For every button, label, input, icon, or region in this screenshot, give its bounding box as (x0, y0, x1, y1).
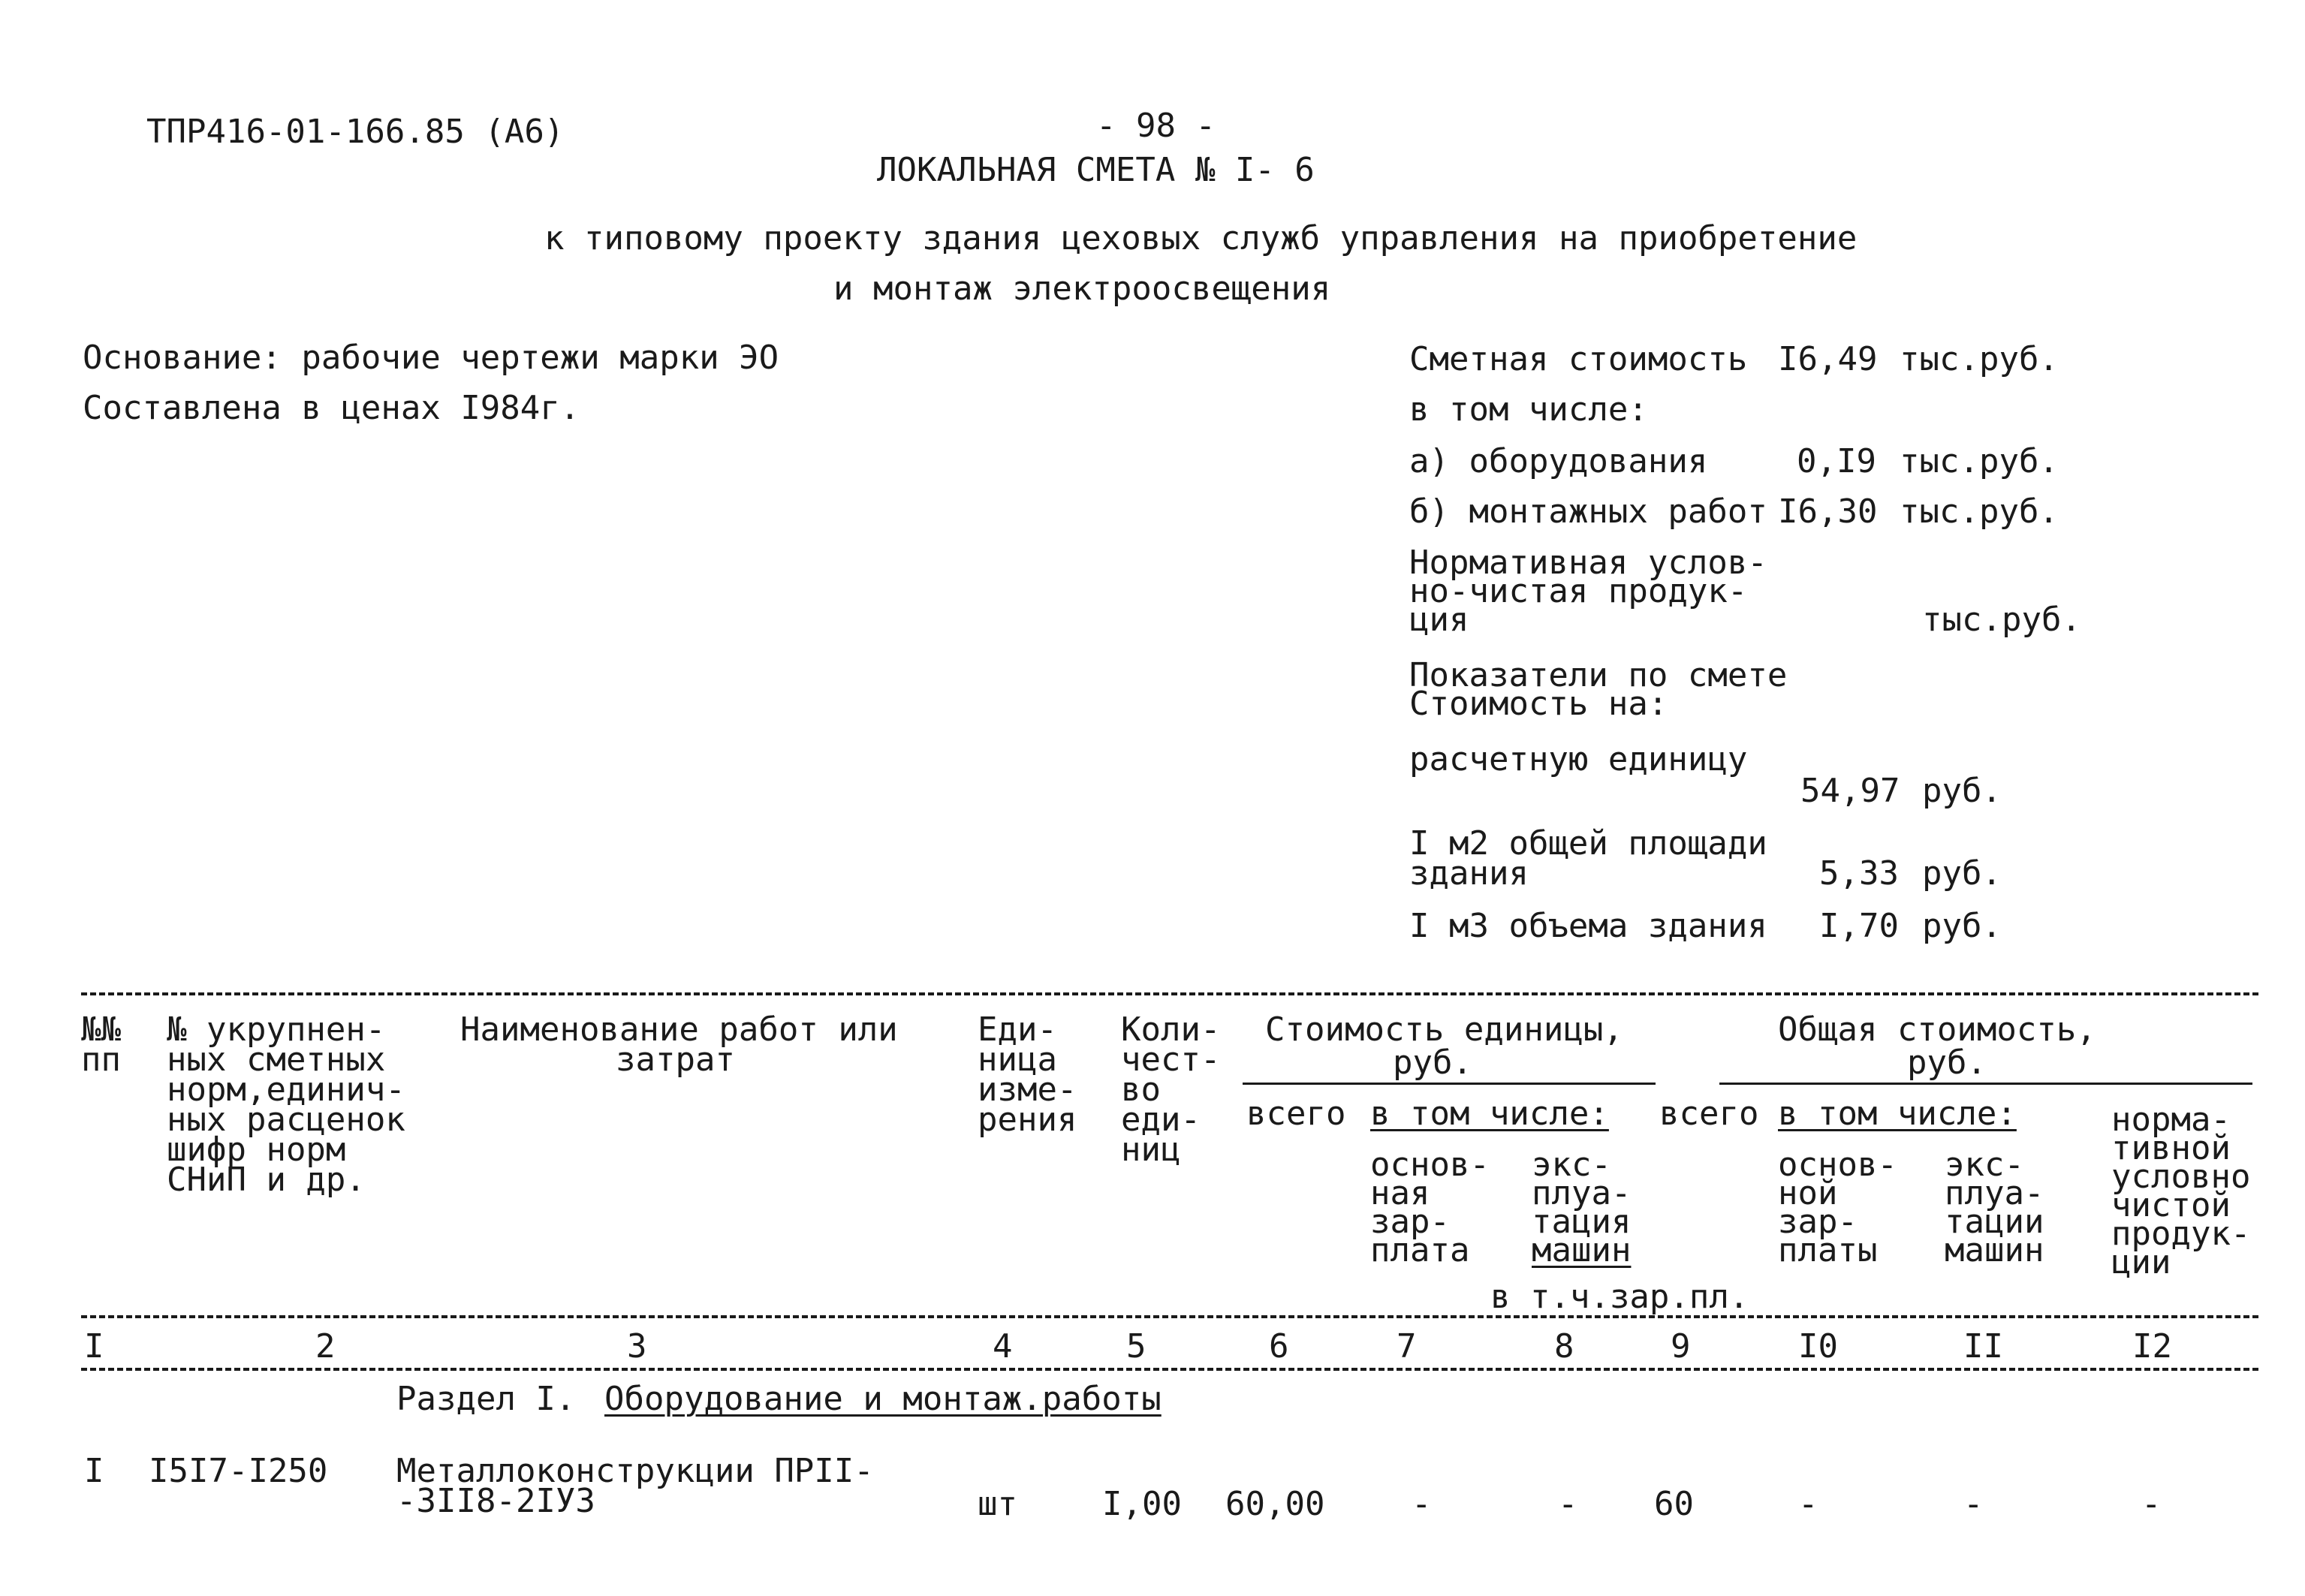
unit-label: тыс.руб. (1922, 601, 2081, 639)
document-subtitle-line1: к типовому проекту здания цеховых служб управления на приобретение (544, 219, 1858, 257)
header-incl-10-11: в том числе: (1778, 1095, 2017, 1133)
unit-label: тыс.руб. (1900, 492, 2059, 531)
header-col12-line4: чистой (2111, 1186, 2231, 1224)
header-col3-line2: затрат (616, 1040, 735, 1079)
row-normative: - (2141, 1485, 2162, 1523)
header-col7-line4: плата (1370, 1231, 1470, 1269)
header-col7-line2: ная (1370, 1174, 1430, 1212)
header-col2-line1: № укрупнен- (167, 1010, 386, 1049)
header-col11-line2: плуа- (1945, 1174, 2044, 1212)
header-total-cost-line2: руб. (1907, 1043, 1987, 1082)
header-unit-cost-line2: руб. (1393, 1043, 1472, 1082)
header-col10-line4: платы (1778, 1231, 1878, 1269)
column-number: 2 (315, 1327, 336, 1366)
unit-label: тыс.руб. (1900, 442, 2059, 480)
section-title: Оборудование и монтаж.работы (604, 1380, 1162, 1418)
column-number: II (1963, 1327, 2003, 1366)
column-number: 5 (1126, 1327, 1146, 1366)
normative-label-line3: ция (1409, 601, 1469, 639)
header-col9: всего (1659, 1095, 1759, 1133)
row-total: 60 (1654, 1485, 1694, 1523)
header-col12-line6: ции (2111, 1243, 2171, 1281)
section-prefix: Раздел I. (396, 1380, 576, 1418)
header-col10-line3: зар- (1778, 1203, 1858, 1241)
header-col5-line4: еди- (1121, 1101, 1201, 1139)
header-unit-cost-line1: Стоимость единицы, (1265, 1010, 1623, 1049)
equipment-label: а) оборудования (1409, 442, 1708, 480)
page-number: - 98 - (1096, 107, 1216, 145)
including-label: в том числе: (1409, 390, 1648, 429)
unit-label: тыс.руб. (1900, 340, 2059, 378)
header-col11-line3: тации (1945, 1203, 2044, 1241)
per-m2-label-line1: I м2 общей площади (1409, 824, 1767, 863)
column-number: 8 (1554, 1327, 1574, 1366)
header-col10-line2: ной (1778, 1174, 1838, 1212)
header-col12-line5: продук- (2111, 1215, 2251, 1253)
header-col5-line2: чест- (1121, 1040, 1221, 1079)
header-total-cost-line1: Общая стоимость, (1778, 1010, 2096, 1049)
header-col2-line6: СНиП и др. (167, 1161, 366, 1199)
normative-label-line2: но-чистая продук- (1409, 572, 1748, 610)
header-col12-line3: условно (2111, 1158, 2251, 1196)
row-name-line2: -3II8-2IУ3 (396, 1482, 595, 1520)
document-subtitle-line2: и монтаж электроосвещения (833, 270, 1331, 308)
unit-label: руб. (1922, 907, 2002, 945)
estimated-cost-label: Сметная стоимость (1409, 340, 1748, 378)
header-col3-line1: Наименование работ или (460, 1010, 898, 1049)
column-number: 6 (1269, 1327, 1289, 1366)
column-number: I2 (2132, 1327, 2172, 1366)
row-code: I5I7-I250 (149, 1452, 328, 1490)
estimated-cost-value: I6,49 (1778, 340, 1878, 378)
header-col2-line3: норм,единич- (167, 1071, 405, 1109)
header-col8-line3: тация (1532, 1203, 1632, 1241)
header-col5-line1: Коли- (1121, 1010, 1221, 1049)
header-col4-line3: изме- (978, 1071, 1077, 1109)
header-col11-line1: экс- (1945, 1146, 2024, 1184)
column-numbers-rule (81, 1368, 2258, 1371)
prices-line: Составлена в ценах I984г. (83, 389, 580, 427)
column-number: 7 (1397, 1327, 1417, 1366)
indicators-line2: Стоимость на: (1409, 685, 1668, 723)
header-col5-line3: во (1121, 1071, 1161, 1109)
normative-label-line1: Нормативная услов- (1409, 544, 1767, 582)
header-col12-line2: тивной (2111, 1129, 2231, 1167)
per-m3-label: I м3 объема здания (1409, 907, 1767, 945)
unit-label: руб. (1922, 772, 2002, 810)
row-quantity: I,00 (1102, 1485, 1182, 1523)
header-col2-line5: шифр норм (167, 1131, 346, 1169)
table-top-rule (81, 992, 2258, 995)
per-m2-value: 5,33 (1819, 854, 1899, 893)
header-col8-line2: плуа- (1532, 1174, 1632, 1212)
row-unit-machines: - (1558, 1485, 1578, 1523)
header-col1-line1: №№ (81, 1010, 121, 1049)
unit-label: руб. (1922, 854, 2002, 893)
header-col2-line4: ных расценок (167, 1101, 405, 1139)
document-code: ТПР416-01-166.85 (А6) (146, 113, 565, 151)
header-col2-line2: ных сметных (167, 1040, 386, 1079)
row-total-salary: - (1798, 1485, 1818, 1523)
column-number: I0 (1798, 1327, 1838, 1366)
per-unit-label: расчетную единицу (1409, 740, 1748, 778)
row-name-line1: Металлоконструкции ПРII- (396, 1452, 874, 1490)
header-col4-line2: ница (978, 1040, 1057, 1079)
unit-cost-rule (1243, 1083, 1656, 1085)
header-col4-line4: рения (978, 1101, 1077, 1139)
column-number: I (84, 1327, 104, 1366)
header-col5-line5: ниц (1121, 1131, 1181, 1169)
header-col10-line1: основ- (1778, 1146, 1897, 1184)
column-number: 4 (993, 1327, 1013, 1366)
installation-label: б) монтажных работ (1409, 492, 1767, 531)
header-col8-line4: машин (1532, 1231, 1632, 1269)
equipment-value: 0,I9 (1797, 442, 1876, 480)
header-col11-line4: машин (1945, 1231, 2044, 1269)
indicators-line1: Показатели по смете (1409, 656, 1788, 694)
installation-value: I6,30 (1778, 492, 1878, 531)
header-col1-line2: пп (81, 1040, 121, 1079)
row-total-machines: - (1963, 1485, 1984, 1523)
column-number: 3 (627, 1327, 647, 1366)
row-unit-salary: - (1412, 1485, 1432, 1523)
header-col7-line3: зар- (1370, 1203, 1450, 1241)
header-incl-7-8: в том числе: (1370, 1095, 1609, 1133)
row-number: I (84, 1452, 104, 1490)
row-unit-total: 60,00 (1225, 1485, 1325, 1523)
header-col7-line1: основ- (1370, 1146, 1490, 1184)
row-unit: шт (978, 1485, 1017, 1523)
header-col8-sub: в т.ч.зар.пл. (1490, 1278, 1749, 1316)
per-m2-label-line2: здания (1409, 854, 1529, 893)
header-col8-line1: экс- (1532, 1146, 1611, 1184)
header-bottom-rule (81, 1315, 2258, 1318)
basis-line: Основание: рабочие чертежи марки ЭО (83, 339, 779, 377)
header-col12-line1: норма- (2111, 1101, 2231, 1139)
header-col6: всего (1246, 1095, 1346, 1133)
total-cost-rule (1719, 1083, 2252, 1085)
per-unit-value: 54,97 (1800, 772, 1900, 810)
document-title: ЛОКАЛЬНАЯ СМЕТА № I- 6 (877, 151, 1315, 189)
per-m3-value: I,70 (1819, 907, 1899, 945)
header-col4-line1: Еди- (978, 1010, 1057, 1049)
column-number: 9 (1671, 1327, 1691, 1366)
